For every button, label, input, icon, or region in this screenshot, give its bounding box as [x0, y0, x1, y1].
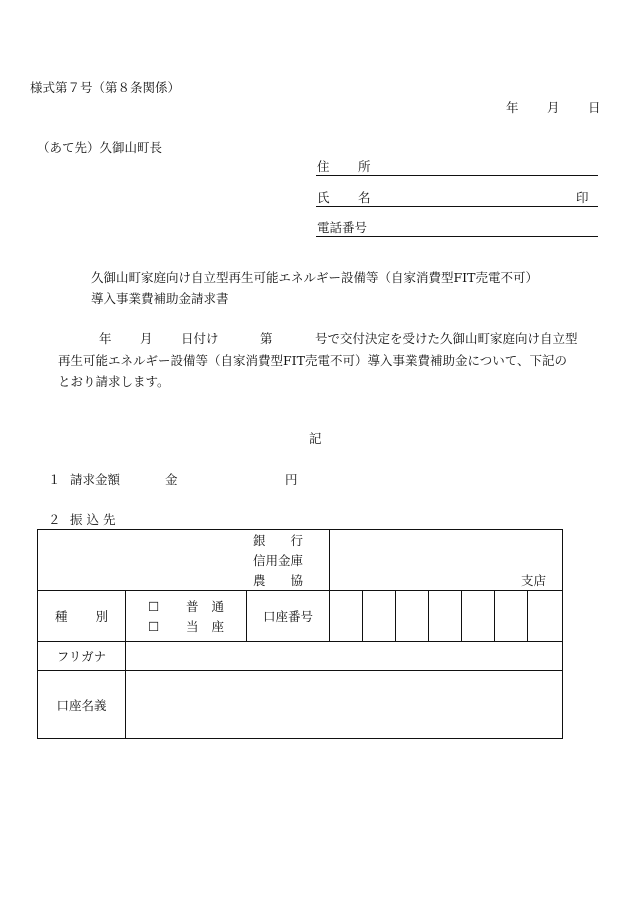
item1-kin: 金 — [165, 472, 178, 487]
kind-label-1: 種 — [55, 609, 68, 624]
address-underline[interactable] — [316, 175, 598, 176]
account-digit-2[interactable] — [363, 591, 396, 642]
ki-mark: 記 — [309, 431, 322, 446]
address-label-1: 住 — [317, 159, 330, 174]
item2-label: 振 込 先 — [70, 512, 116, 527]
furigana-label: フリガナ — [38, 642, 126, 671]
kind-toza-2: 座 — [211, 619, 224, 634]
body-month: 月 — [140, 331, 153, 346]
item1-label: 請求金額 — [70, 472, 121, 487]
bank-type-bank: 銀 行 — [253, 533, 304, 548]
account-digit-3[interactable] — [396, 591, 429, 642]
bank-type-shinkin: 信用金庫 — [253, 553, 304, 568]
addressee: （あて先）久御山町長 — [37, 140, 163, 155]
date-year-label: 年 — [506, 100, 519, 115]
phone-label: 電話番号 — [317, 220, 368, 235]
kind-futsu-1: 普 — [186, 599, 199, 614]
date-day-label: 日 — [588, 100, 601, 115]
kind-options-cell — [126, 591, 247, 642]
kind-futsu-2: 通 — [211, 599, 224, 614]
checkbox-futsu[interactable]: ☐ — [148, 598, 160, 614]
branch-label: 支店 — [521, 573, 547, 588]
account-holder-label: 口座名義 — [38, 671, 126, 739]
account-number-label: 口座番号 — [247, 591, 330, 642]
body-line2: 再生可能エネルギー設備等（自家消費型FIT売電不可）導入事業費補助金について、下記の — [58, 353, 567, 368]
account-digit-4[interactable] — [429, 591, 462, 642]
form-number: 様式第７号（第８条関係） — [30, 80, 181, 95]
address-label-2: 所 — [358, 159, 371, 174]
body-no: 第 — [260, 331, 273, 346]
date-month-label: 月 — [547, 100, 560, 115]
account-digit-6[interactable] — [495, 591, 528, 642]
body-line3: とおり請求します。 — [58, 374, 170, 389]
item1-number: １ — [48, 472, 61, 487]
name-underline[interactable] — [316, 206, 598, 207]
kind-toza-1: 当 — [186, 619, 199, 634]
branch-name-cell[interactable] — [330, 530, 563, 591]
account-holder-field[interactable] — [126, 671, 563, 739]
body-line1-rest: 号で交付決定を受けた久御山町家庭向け自立型 — [315, 331, 578, 346]
bank-transfer-table — [37, 529, 563, 739]
body-year: 年 — [99, 331, 112, 346]
kind-label-2: 別 — [95, 609, 108, 624]
bank-name-cell[interactable] — [38, 530, 330, 591]
item1-en: 円 — [285, 472, 298, 487]
name-label-2: 名 — [358, 190, 371, 205]
kind-option-toza[interactable] — [126, 616, 246, 636]
kind-option-futsu[interactable] — [126, 596, 246, 616]
account-digit-7[interactable] — [528, 591, 563, 642]
seal-mark: 印 — [576, 190, 589, 205]
phone-underline[interactable] — [316, 236, 598, 237]
document-title-line2: 導入事業費補助金請求書 — [91, 291, 229, 306]
kind-label-cell — [38, 591, 126, 642]
document-title-line1: 久御山町家庭向け自立型再生可能エネルギー設備等（自家消費型FIT売電不可） — [91, 270, 538, 285]
furigana-field[interactable] — [126, 642, 563, 671]
account-digit-1[interactable] — [330, 591, 363, 642]
name-label-1: 氏 — [317, 190, 330, 205]
account-digit-5[interactable] — [462, 591, 495, 642]
bank-type-nokyo: 農 協 — [253, 573, 304, 588]
checkbox-toza[interactable]: ☐ — [148, 618, 160, 634]
body-day-ref: 日付け — [181, 331, 219, 346]
item2-number: ２ — [48, 512, 61, 527]
